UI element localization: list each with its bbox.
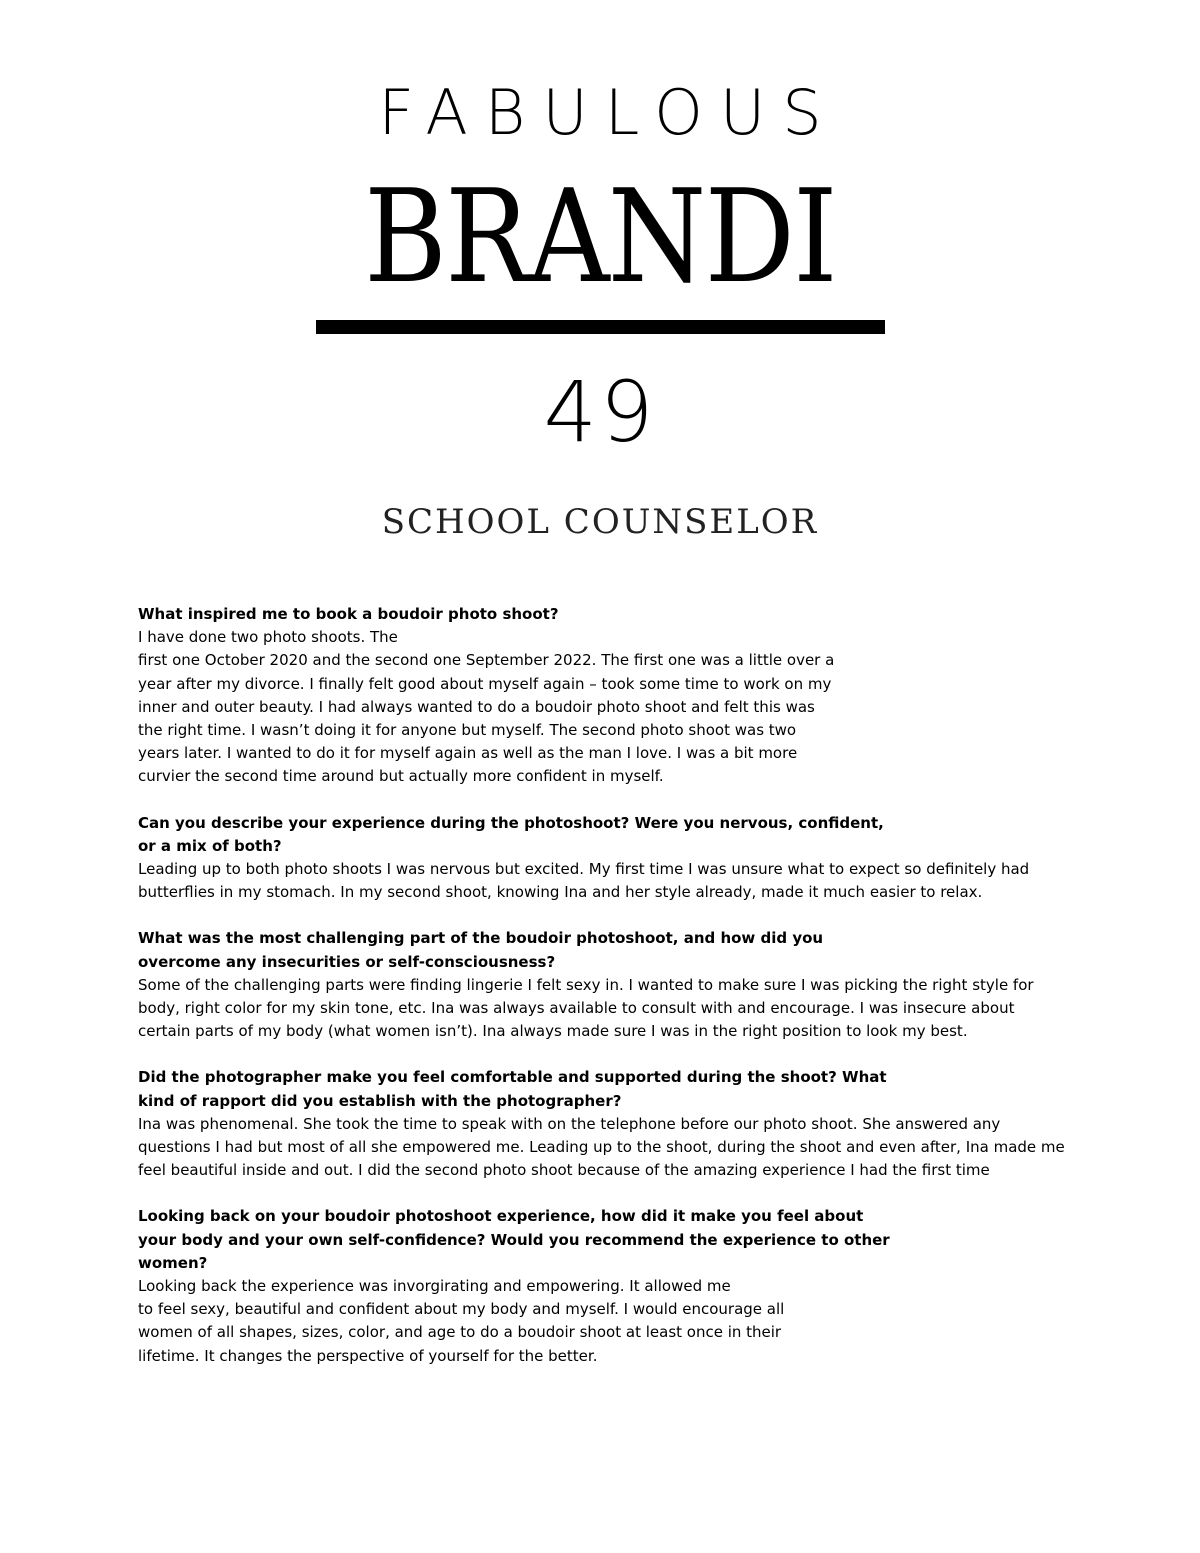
question: Can you describe your experience during the photoshoot? Were you nervous, confident, or a mix of both? — [138, 813, 884, 855]
question: What inspired me to book a boudoir photo shoot? — [138, 605, 559, 623]
qa-block — [138, 927, 1068, 1043]
subject-name: BRANDI — [364, 163, 836, 312]
question: Did the photographer make you feel comfortable and supported during the shoot? What kind of rapport did you establish with the photographer? — [138, 1068, 887, 1110]
question: Looking back on your boudoir photoshoot experience, how did it make you feel about your body and your own self-confidence? Would you recommend the experience to other women? — [138, 1207, 890, 1272]
qa-block — [138, 603, 1068, 789]
interview-section — [138, 603, 1068, 1391]
answer — [138, 626, 838, 788]
answer: Leading up to both photo shoots I was nervous but excited. My first time I was unsure what to expect so definitely had butterflies in my stomach. In my second shoot, knowing Ina and her style already, made it much easier to relax. — [138, 860, 1030, 902]
divider-rule — [316, 320, 885, 334]
subject-occupation: SCHOOL COUNSELOR — [381, 502, 819, 542]
subject-age: 49 — [543, 363, 657, 461]
answer-line: Looking back the experience was invorgirating and empowering. It allowed me — [138, 1277, 731, 1296]
answer-text: to feel sexy, beautiful and confident about my body and myself. I would encourage all women of all shapes, sizes, color, and age to do a boudoir shoot at least once in their lifetime. It changes the perspective of yourself for the better. — [138, 1300, 785, 1365]
answer: Ina was phenomenal. She took the time to speak with on the telephone before our photo shoot. She answered any questions I had but most of all she empowered me. Leading up to the shoot, during the shoot and even after, Ina made me feel beautiful inside and out. I did the second photo shoot because of the amazing experience I had the first time — [138, 1114, 1065, 1180]
qa-block — [138, 1205, 1068, 1367]
qa-block — [138, 1066, 1068, 1182]
answer: Some of the challenging parts were finding lingerie I felt sexy in. I wanted to make sure I was picking the right style for body, right color for my skin tone, etc. Ina was always available to consult with and encourage. I was insecure about certain parts of my body (what women isn’t). Ina always made sure I was in the right position to look my best. — [138, 975, 1034, 1041]
answer-line: I have done two photo shoots. The — [138, 628, 398, 647]
kicker-title: FABULOUS — [378, 76, 839, 149]
qa-block — [138, 812, 1068, 905]
answer — [138, 1275, 828, 1368]
question: What was the most challenging part of the boudoir photoshoot, and how did you overcome any insecurities or self-consciousness? — [138, 929, 824, 971]
answer-text: first one October 2020 and the second one September 2022. The first one was a little over a year after my divorce. I finally felt good about myself again – took some time to work on my inner and outer beauty. I had always wanted to do a boudoir photo shoot and felt this was the right time. I wasn’t doing it for anyone but myself. The second photo shoot was two years later. I wanted to do it for myself again as well as the man I love. I was a bit more curvier the second time around but actually more confident in myself. — [138, 651, 835, 786]
